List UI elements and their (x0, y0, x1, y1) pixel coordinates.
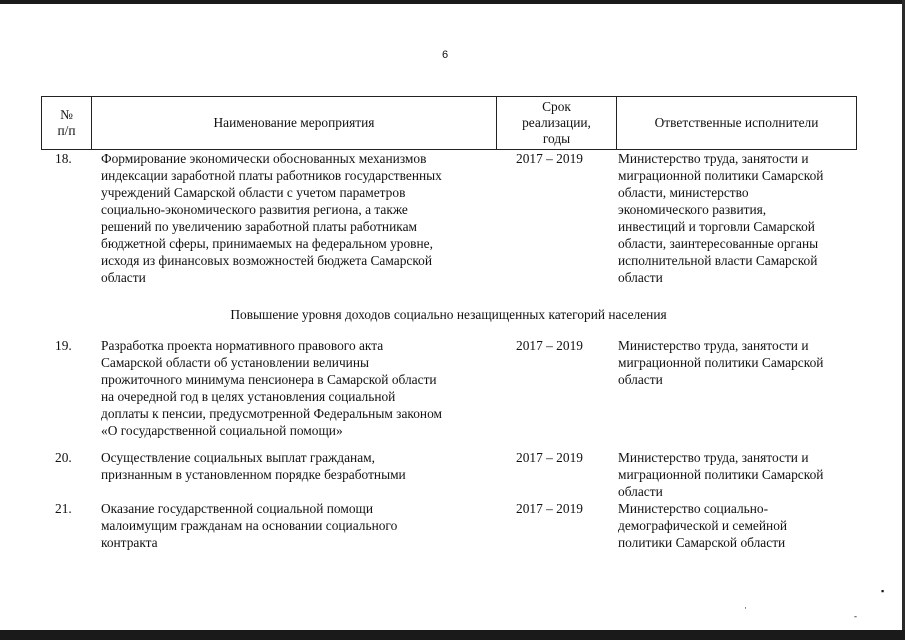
row-measure: Формирование экономически обоснованных механизмов индексации заработной платы работников государственных учреждений Самарской области с учетом параметров социально-экономического развития региона, а также решений по увеличению заработной платы работникам бюджетной сферы, принимаемых на федеральном уровне, исходя из финансовых возможностей бюджета Самарской области (101, 151, 442, 285)
row-number: 18. (55, 151, 72, 166)
row-term: 2017 – 2019 (516, 501, 583, 516)
row-responsible: Министерство труда, занятости и миграционной политики Самарской области (618, 338, 824, 387)
header-term: Срок реализации, годы (497, 97, 617, 150)
header-number: № п/п (42, 97, 92, 150)
scan-border-bottom (0, 630, 905, 640)
row-measure: Разработка проекта нормативного правового акта Самарской области об установлении величины прожиточного минимума пенсионера в Самарской области на очередной год в целях установления социальной доплаты к пенсии, предусмотренной Федеральным законом «О государственной социальной помощи» (101, 338, 442, 438)
scan-speck: ▪ (881, 586, 885, 596)
row-number: 20. (55, 450, 72, 465)
header-name: Наименование мероприятия (92, 97, 497, 150)
row-number: 21. (55, 501, 72, 516)
section-title: Повышение уровня доходов социально незащищенных категорий населения (230, 307, 667, 322)
page-number: 6 (441, 49, 449, 61)
scan-speck: · (744, 603, 747, 613)
row-responsible: Министерство социально- демографической и семейной политики Самарской области (618, 501, 788, 550)
row-term: 2017 – 2019 (516, 450, 583, 465)
row-number: 19. (55, 338, 72, 353)
scan-border-top (0, 0, 905, 4)
table-header (41, 96, 857, 150)
header-responsible: Ответственные исполнители (617, 97, 857, 150)
row-term: 2017 – 2019 (516, 151, 583, 166)
row-term: 2017 – 2019 (516, 338, 583, 353)
scan-speck: ‐ (854, 611, 857, 621)
row-responsible: Министерство труда, занятости и миграционной политики Самарской области (618, 450, 824, 499)
row-responsible: Министерство труда, занятости и миграционной политики Самарской области, министерство экономического развития, инвестиций и торговли Самарской области, заинтересованные органы исполнительной власти Самарской области (618, 151, 824, 285)
row-measure: Осуществление социальных выплат гражданам, признанным в установленном порядке безработными (101, 450, 406, 482)
row-measure: Оказание государственной социальной помощи малоимущим гражданам на основании социального контракта (101, 501, 398, 550)
